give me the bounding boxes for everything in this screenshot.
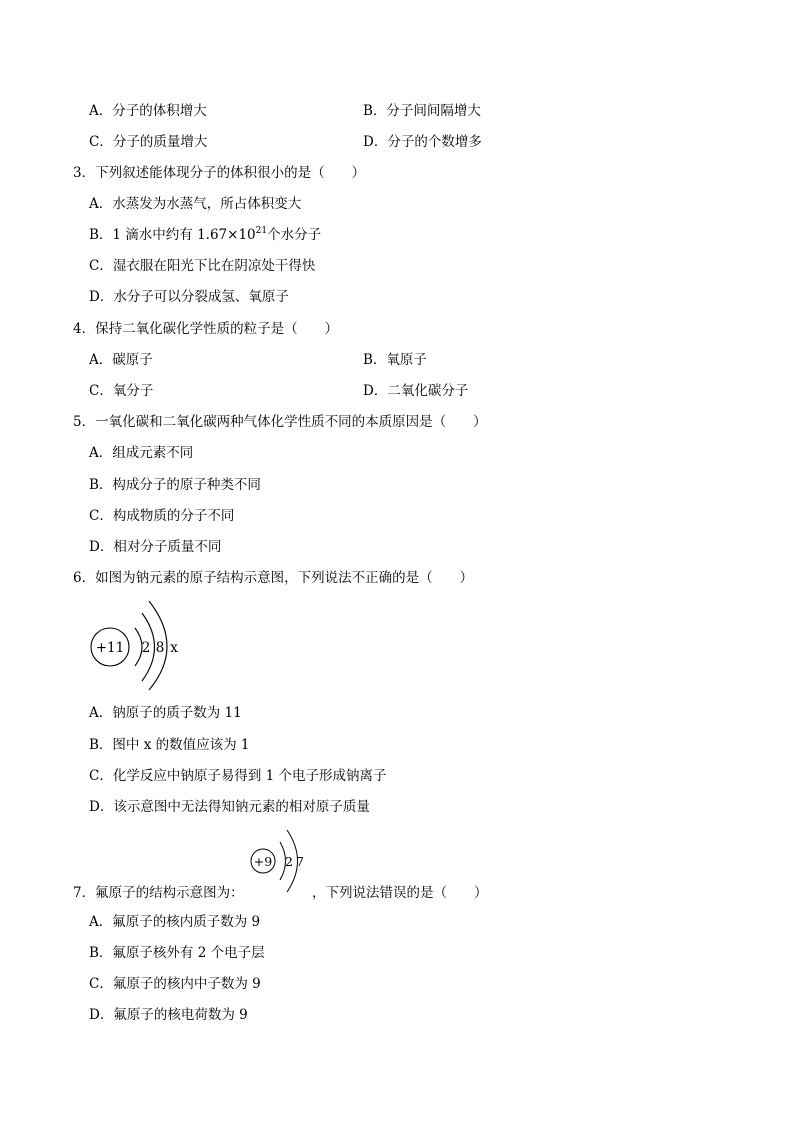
fluorine-atom-diagram: [244, 826, 312, 896]
q3-stem: 3．下列叙述能体现分子的体积很小的是（ ）: [73, 165, 366, 181]
q7-option-d: D．氟原子的核电荷数为 9: [89, 1007, 248, 1023]
q2-option-d: D．分子的个数增多: [363, 134, 482, 150]
q2-option-a: A．分子的体积增大: [89, 103, 207, 119]
shell-2-electrons: 8: [155, 640, 165, 656]
q7-option-b: B．氟原子核外有 2 个电子层: [89, 945, 265, 961]
shell-1-electrons: 2: [285, 854, 293, 869]
q2-option-b: B．分子间间隔增大: [363, 103, 481, 119]
q6-stem: 6．如图为钠元素的原子结构示意图，下列说法不正确的是（ ）: [73, 570, 474, 586]
q2-option-c: C．分子的质量增大: [89, 134, 208, 150]
q5-option-d: D．相对分子质量不同: [89, 539, 222, 555]
q3-option-c: C．湿衣服在阳光下比在阴凉处干得快: [89, 258, 316, 274]
q5-option-a: A．组成元素不同: [89, 445, 194, 461]
shell-2-electrons: 7: [296, 854, 304, 869]
q6-option-b: B．图中 x 的数值应该为 1: [89, 737, 250, 753]
q5-option-c: C．构成物质的分子不同: [89, 508, 235, 524]
q7-option-a: A．氟原子的核内质子数为 9: [89, 914, 261, 930]
shell-1-electrons: 2: [141, 640, 151, 656]
q3-option-b-text-end: 个水分子: [267, 227, 322, 243]
q4-option-a: A．碳原子: [89, 352, 153, 368]
q6-option-d: D．该示意图中无法得知钠元素的相对原子质量: [89, 799, 370, 815]
sodium-atom-diagram: [85, 598, 195, 694]
q6-option-c: C．化学反应中钠原子易得到 1 个电子形成钠离子: [89, 768, 387, 784]
q3-option-d: D．水分子可以分裂成氢、氧原子: [89, 289, 289, 305]
q3-option-b: [89, 227, 321, 243]
q7-option-c: C．氟原子的核内中子数为 9: [89, 976, 261, 992]
q3-option-a: A．水蒸发为水蒸气，所占体积变大: [89, 196, 302, 212]
q3-option-b-exponent: 21: [255, 225, 268, 236]
nucleus-label: +11: [95, 640, 125, 656]
q6-option-a: A．钠原子的质子数为 11: [89, 705, 242, 721]
q7-stem-start: 7．氟原子的结构示意图为：: [73, 885, 244, 901]
q4-option-c: C．氧分子: [89, 383, 154, 399]
q4-option-b: B．氧原子: [363, 352, 427, 368]
q7-stem-end: ，下列说法错误的是（ ）: [312, 885, 488, 901]
nucleus-label: +9: [253, 854, 273, 869]
q4-option-d: D．二氧化碳分子: [363, 383, 469, 399]
shell-3-electrons: x: [170, 640, 178, 656]
q5-option-b: B．构成分子的原子种类不同: [89, 477, 261, 493]
q4-stem: 4．保持二氧化碳化学性质的粒子是（ ）: [73, 321, 339, 337]
q5-stem: 5．一氧化碳和二氧化碳两种气体化学性质不同的本质原因是（ ）: [73, 414, 487, 430]
q3-option-b-text: B．1 滴水中约有 1.67×10: [89, 227, 256, 243]
